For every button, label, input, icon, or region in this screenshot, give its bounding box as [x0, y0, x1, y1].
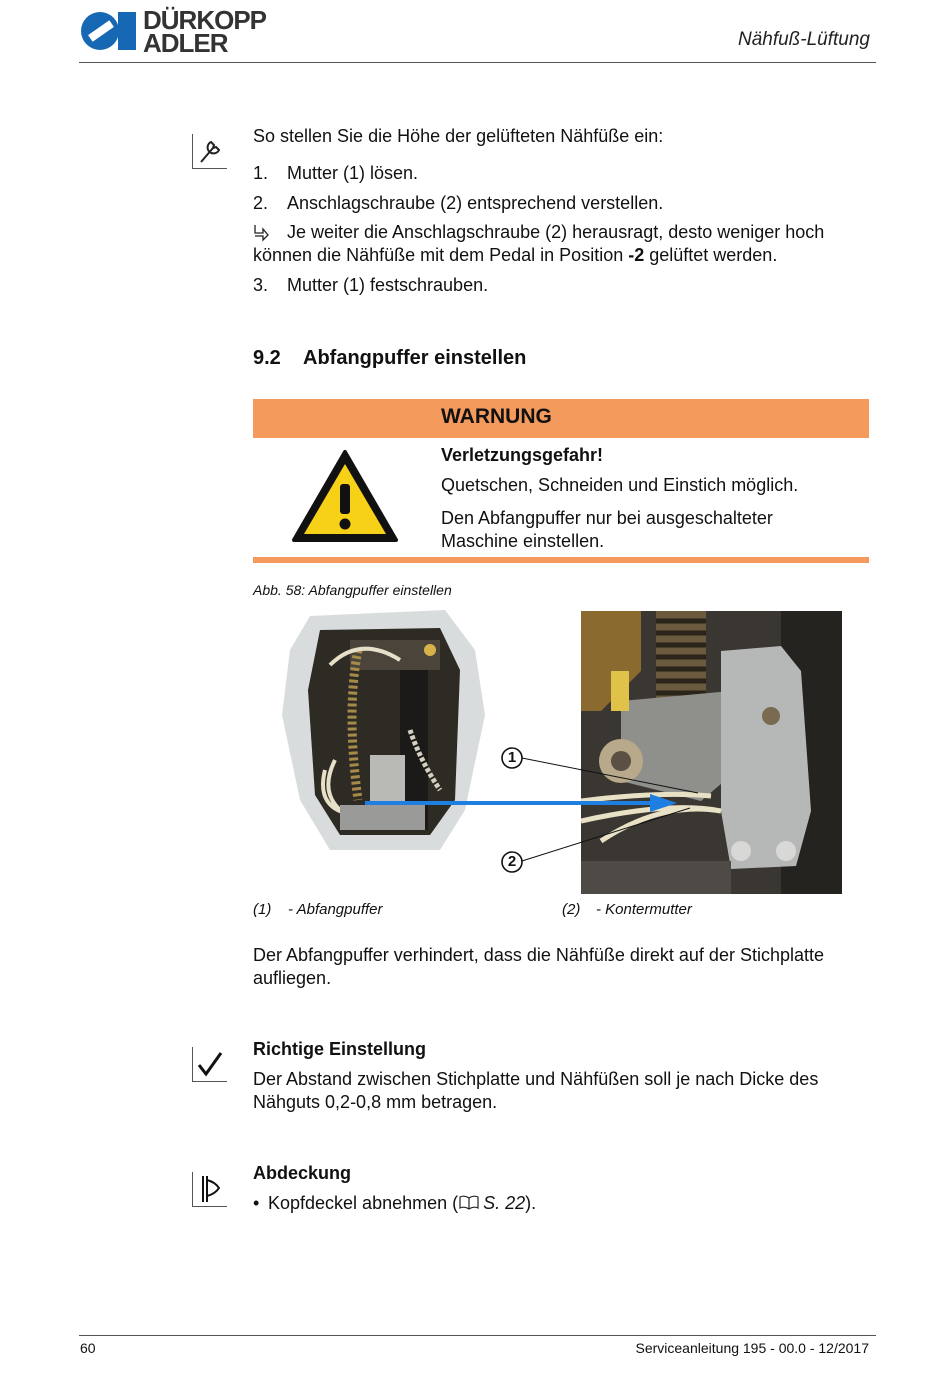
callout-lines [500, 745, 710, 875]
result-line1: Je weiter die Anschlagschraube (2) herausragt, desto weniger hoch [287, 222, 825, 242]
cover-item [253, 1192, 537, 1215]
footer-rule [79, 1335, 876, 1336]
machine-photo-overview [280, 610, 490, 855]
correct-line2: Nähguts 0,2-0,8 mm betragen. [253, 1092, 498, 1112]
step-marker: 2. [253, 193, 269, 213]
brand-logo-icon [80, 8, 138, 54]
paragraph-line2: aufliegen. [253, 968, 332, 988]
cover-icon [192, 1172, 227, 1207]
step-text: Anschlagschraube (2) entsprechend verstellen. [287, 193, 664, 213]
brand-name-line1: DÜRKOPP [143, 5, 267, 35]
legend-item-1 [253, 901, 383, 918]
paragraph-line1: Der Abfangpuffer verhindert, dass die Nähfüße direkt auf der Stichplatte [253, 945, 824, 965]
figure-caption: Abb. 58: Abfangpuffer einstellen [253, 582, 452, 598]
step-marker: 3. [253, 275, 269, 295]
result-line2-c: gelüftet werden. [644, 245, 778, 265]
page-number: 60 [80, 1340, 96, 1356]
page-reference-link[interactable]: S. 22 [483, 1193, 526, 1213]
cover-item-c: ). [525, 1193, 537, 1213]
warning-bar-bottom [253, 557, 869, 563]
correct-line1: Der Abstand zwischen Stichplatte und Nähfüßen soll je nach Dicke des [253, 1069, 819, 1089]
result-arrow-icon [253, 224, 269, 242]
warning-danger: Verletzungsgefahr! [441, 445, 604, 465]
section-name: Abfangpuffer einstellen [303, 347, 527, 369]
step-marker: 1. [253, 163, 269, 183]
intro-heading: So stellen Sie die Höhe der gelüfteten Nähfüße ein: [253, 126, 664, 146]
cover-title: Abdeckung [253, 1163, 352, 1183]
brand-logo [80, 5, 280, 58]
section-number: 9.2 [253, 347, 281, 369]
checkmark-icon [192, 1047, 227, 1082]
cover-item-text [268, 1192, 536, 1215]
callout-1: 1 [507, 749, 517, 766]
step-text: Mutter (1) lösen. [287, 163, 419, 183]
legend-num: (1) [253, 901, 272, 918]
callout-2: 2 [507, 853, 517, 870]
result-line2-a: können die Nähfüße mit dem Pedal in Position [253, 245, 629, 265]
step-text: Mutter (1) festschrauben. [287, 275, 489, 295]
wrench-icon [192, 134, 227, 169]
correct-title: Richtige Einstellung [253, 1039, 427, 1059]
book-reference-icon [459, 1195, 479, 1210]
legend-num: (2) [562, 901, 581, 918]
legend-item-2 [562, 901, 692, 918]
section-heading [253, 347, 527, 370]
result-line2 [253, 244, 777, 267]
cover-item-a: Kopfdeckel abnehmen ( [268, 1193, 459, 1213]
warning-triangle-icon [290, 448, 400, 544]
warning-label: WARNUNG [441, 405, 552, 428]
legend-text: - Kontermutter [596, 901, 692, 918]
result-line2-b: -2 [628, 245, 645, 265]
warning-bar-top [253, 399, 869, 438]
brand-name-line2: ADLER [143, 28, 228, 58]
bullet: • [253, 1193, 260, 1213]
warning-line2b: Maschine einstellen. [441, 531, 605, 551]
header-rule [79, 62, 876, 63]
document-id: Serviceanleitung 195 - 00.0 - 12/2017 [635, 1340, 869, 1356]
warning-line1: Quetschen, Schneiden und Einstich möglich. [441, 475, 799, 495]
legend-text: - Abfangpuffer [288, 901, 383, 918]
section-title: Nähfuß-Lüftung [737, 29, 870, 50]
warning-line2a: Den Abfangpuffer nur bei ausgeschalteter [441, 508, 773, 528]
